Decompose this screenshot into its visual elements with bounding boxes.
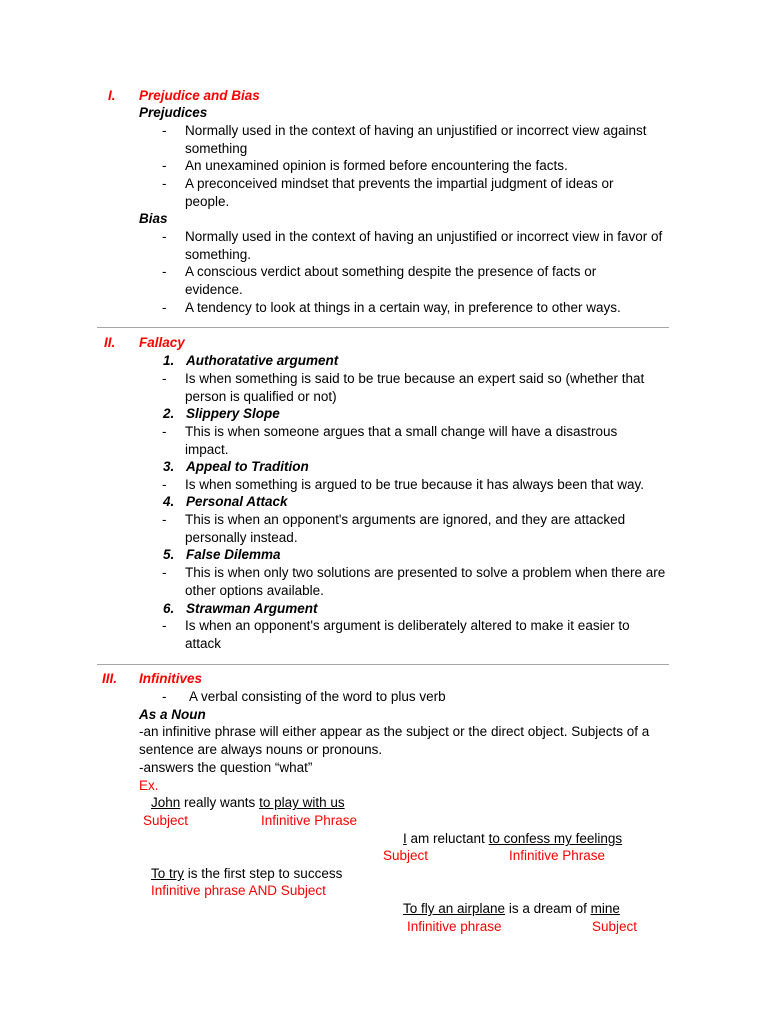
- bullet-dash: -: [162, 371, 167, 386]
- example-phrase: To fly an airplane: [403, 901, 506, 916]
- section-1-title: Prejudice and Bias: [139, 88, 260, 103]
- fallacy-desc: This is when only two solutions are presented to solve a problem when there are other options available.: [185, 565, 666, 598]
- section-3-title: Infinitives: [139, 671, 203, 686]
- bullet-dash: -: [162, 512, 167, 527]
- example-connector: really wants: [180, 795, 260, 810]
- example-phrase: to confess my feelings: [488, 831, 623, 846]
- bullet-dash: -: [162, 477, 167, 492]
- section-2-numeral: II.: [104, 335, 116, 350]
- fallacy-number: 5.: [163, 547, 175, 562]
- bullet-dash: -: [162, 618, 167, 633]
- fallacy-desc: Is when something is argued to be true because it has always been that way.: [185, 477, 645, 492]
- example-phrase: To try: [151, 866, 185, 881]
- bullet-dash: -: [162, 229, 167, 244]
- fallacy-name: Personal Attack: [186, 494, 288, 509]
- fallacy-name: Strawman Argument: [186, 601, 318, 616]
- fallacy-name: False Dilemma: [186, 547, 281, 562]
- infinitive-definition: A verbal consisting of the word to plus verb: [189, 689, 446, 704]
- fallacy-number: 4.: [163, 494, 175, 509]
- bullet-dash: -: [162, 565, 167, 580]
- label-phrase-and-subject: Infinitive phrase AND Subject: [151, 883, 326, 898]
- bullet-dash: -: [162, 123, 167, 138]
- fallacy-number: 1.: [163, 353, 175, 368]
- prejudices-heading: Prejudices: [139, 105, 208, 120]
- fallacy-name: Authoratative argument: [186, 353, 339, 368]
- fallacy-name: Appeal to Tradition: [186, 459, 309, 474]
- example-subject: John: [151, 795, 181, 810]
- label-infinitive-phrase: Infinitive Phrase: [509, 848, 606, 863]
- example-connector: is the first step to success: [184, 866, 343, 881]
- section-divider: [97, 664, 669, 665]
- label-infinitive-phrase: Infinitive Phrase: [261, 813, 358, 828]
- bias-heading: Bias: [139, 211, 168, 226]
- bias-item: Normally used in the context of having an unjustified or incorrect view in favor of something.: [185, 229, 663, 262]
- bullet-dash: -: [162, 689, 167, 704]
- label-subject: Subject: [592, 919, 638, 934]
- example-sentence-4: [403, 900, 620, 917]
- fallacy-desc: Is when something is said to be true because an expert said so (whether that person is qualified or not): [185, 371, 645, 404]
- fallacy-desc: Is when an opponent's argument is deliberately altered to make it easier to attack: [185, 618, 630, 651]
- fallacy-number: 6.: [163, 601, 175, 616]
- section-3-numeral: III.: [102, 671, 118, 686]
- fallacy-name: Slippery Slope: [186, 406, 280, 421]
- answers-note: -answers the question “what”: [139, 760, 313, 775]
- example-sentence-1: [151, 794, 345, 811]
- bullet-dash: -: [162, 158, 167, 173]
- noun-description: -an infinitive phrase will either appear as the subject or the direct object. Subjects of a sentence are always nouns or pronouns.: [139, 724, 650, 757]
- label-subject: Subject: [143, 813, 189, 828]
- fallacy-desc: This is when someone argues that a small change will have a disastrous impact.: [185, 424, 618, 457]
- prejudice-item: Normally used in the context of having an unjustified or incorrect view against something: [185, 123, 647, 156]
- example-connector: am reluctant: [406, 831, 489, 846]
- prejudice-item: An unexamined opinion is formed before encountering the facts.: [185, 158, 568, 173]
- bullet-dash: -: [162, 300, 167, 315]
- example-subject: I: [403, 831, 407, 846]
- section-2-title: Fallacy: [139, 335, 185, 350]
- bullet-dash: -: [162, 176, 167, 191]
- example-connector: is a dream of: [505, 901, 591, 916]
- bias-item: A tendency to look at things in a certain way, in preference to other ways.: [185, 300, 621, 315]
- fallacy-number: 3.: [163, 459, 175, 474]
- prejudice-item: A preconceived mindset that prevents the impartial judgment of ideas or people.: [185, 176, 614, 209]
- fallacy-number: 2.: [163, 406, 175, 421]
- as-noun-heading: As a Noun: [139, 707, 206, 722]
- fallacy-desc: This is when an opponent's arguments are ignored, and they are attacked personally instead.: [185, 512, 626, 545]
- example-label: Ex.: [139, 778, 159, 793]
- section-divider: [97, 327, 669, 328]
- label-infinitive-phrase: Infinitive phrase: [407, 919, 502, 934]
- bias-item: A conscious verdict about something despite the presence of facts or evidence.: [185, 264, 597, 297]
- example-subject: mine: [590, 901, 620, 916]
- section-1-numeral: I.: [108, 88, 116, 103]
- example-phrase: to play with us: [259, 795, 345, 810]
- label-subject: Subject: [383, 848, 429, 863]
- example-sentence-3: [151, 865, 342, 882]
- example-sentence-2: [403, 830, 622, 847]
- bullet-dash: -: [162, 264, 167, 279]
- bullet-dash: -: [162, 424, 167, 439]
